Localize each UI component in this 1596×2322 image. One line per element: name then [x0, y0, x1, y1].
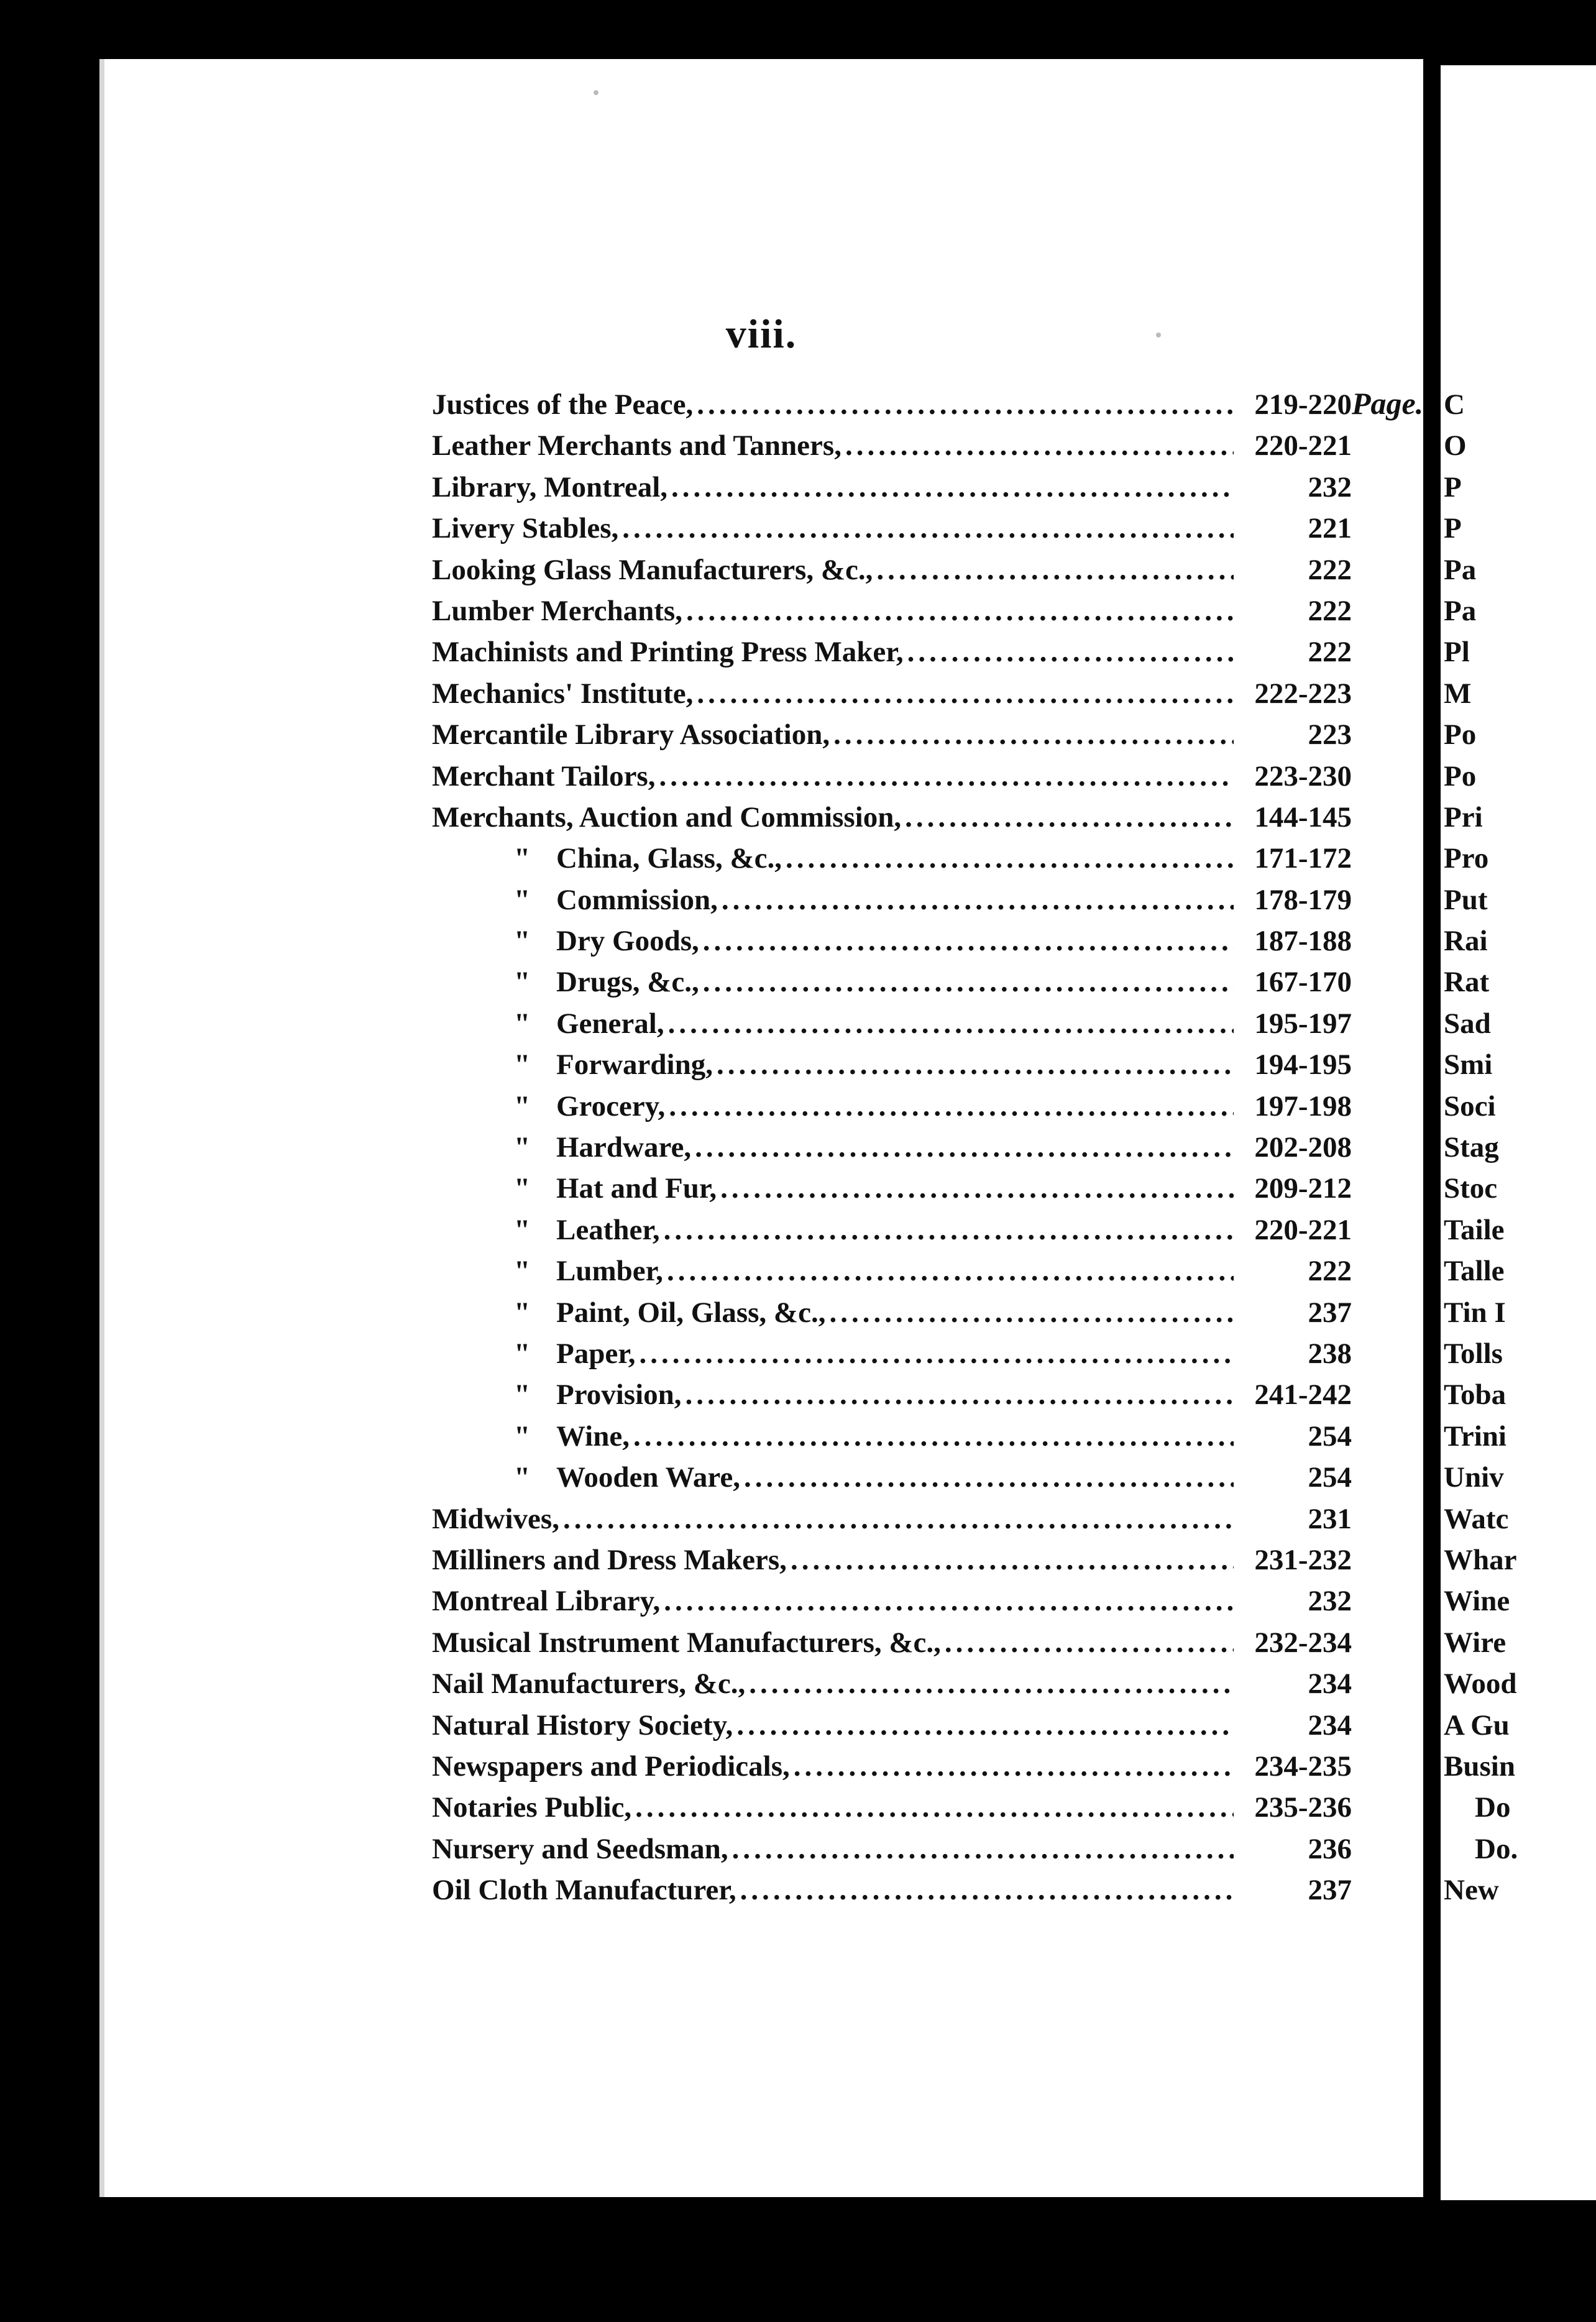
dot-leader: [630, 1416, 1234, 1457]
toc-entry-label: Hardware,: [556, 1131, 692, 1164]
dot-leader: [782, 838, 1234, 879]
paper-speck: [594, 90, 598, 95]
toc-entry-label: Leather Merchants and Tanners,: [432, 429, 842, 462]
dot-leader: [790, 1746, 1234, 1787]
toc-entry: [432, 1498, 1352, 1540]
toc-entry: [432, 961, 1352, 1003]
page-column-label: Page.: [1352, 386, 1424, 421]
toc-entry-label: Grocery,: [556, 1090, 666, 1122]
toc-entry-label: Mechanics' Institute,: [432, 677, 694, 710]
dot-leader: [682, 1374, 1234, 1415]
right-page-fragment-text: Trini: [1444, 1420, 1507, 1452]
right-page-fragment-text: Wire: [1444, 1626, 1507, 1659]
toc-entry-page: 254: [1308, 1420, 1352, 1452]
dot-leader: [740, 1457, 1234, 1498]
dot-leader: [665, 1086, 1234, 1127]
toc-entry-page: 234-235: [1254, 1750, 1352, 1783]
right-page-fragment-text: Sad: [1444, 1007, 1491, 1040]
ditto-mark: ": [513, 1090, 531, 1122]
dot-leader: [736, 1870, 1234, 1911]
toc-entry-label: Lumber,: [556, 1255, 663, 1288]
ditto-mark: ": [513, 883, 531, 916]
dot-leader: [559, 1498, 1234, 1540]
dot-leader: [718, 879, 1234, 920]
book-gutter: [1423, 59, 1441, 2197]
right-page-fragment-text: Put: [1444, 883, 1488, 916]
right-page-fragment-text: Pa: [1444, 594, 1477, 627]
ditto-mark: ": [513, 966, 531, 999]
dot-leader: [830, 714, 1234, 755]
ditto-mark: ": [513, 1172, 531, 1205]
toc-entry-page: 202-208: [1254, 1131, 1352, 1164]
toc-entry: [432, 1374, 1352, 1415]
toc-entry: [432, 1209, 1352, 1250]
right-page-fragment-text: Talle: [1444, 1255, 1505, 1288]
toc-entry: [432, 549, 1352, 590]
toc-entry: [432, 1086, 1352, 1127]
table-of-contents: [432, 384, 1352, 1911]
right-page-fragment-text: Whar: [1444, 1543, 1517, 1576]
toc-entry: [432, 879, 1352, 920]
ditto-mark: ": [513, 1337, 531, 1370]
toc-entry-label: Musical Instrument Manufacturers, &c.,: [432, 1626, 941, 1659]
toc-entry-label: Wooden Ware,: [556, 1461, 740, 1494]
toc-entry: [432, 1663, 1352, 1704]
toc-entry-label: Lumber Merchants,: [432, 594, 682, 627]
ditto-mark: ": [513, 1131, 531, 1164]
right-page-fragment: [1441, 65, 1596, 2321]
scan-bottom-margin: [0, 2200, 1596, 2322]
right-page-fragment-text: Busin: [1444, 1750, 1515, 1783]
right-page-fragment-text: Toba: [1444, 1379, 1507, 1411]
toc-entry-page: 232-234: [1254, 1626, 1352, 1659]
page-edge-shadow: [99, 59, 104, 2197]
toc-entry: [432, 1540, 1352, 1581]
dot-leader: [691, 1127, 1234, 1168]
right-page-fragment-text: Soci: [1444, 1090, 1496, 1122]
toc-entry-label: Notaries Public,: [432, 1791, 632, 1824]
ditto-mark: ": [513, 1049, 531, 1081]
toc-entry: [432, 590, 1352, 631]
dot-leader: [713, 1044, 1234, 1085]
toc-entry: [432, 1746, 1352, 1787]
dot-leader: [728, 1829, 1234, 1870]
toc-entry: [432, 673, 1352, 714]
toc-entry-page: 222: [1308, 594, 1352, 627]
ditto-mark: ": [513, 1379, 531, 1411]
dot-leader: [682, 590, 1234, 631]
toc-entry-page: 187-188: [1254, 925, 1352, 958]
dot-leader: [717, 1168, 1234, 1209]
dot-leader: [699, 920, 1234, 961]
right-page-fragment-text: Tolls: [1444, 1337, 1503, 1370]
dot-leader: [901, 797, 1234, 838]
toc-entry: [432, 756, 1352, 797]
dot-leader: [941, 1622, 1234, 1663]
paper-speck: [1156, 333, 1161, 337]
dot-leader: [904, 631, 1234, 672]
toc-entry-label: Newspapers and Periodicals,: [432, 1750, 790, 1783]
right-page-fragment-text: Do.: [1475, 1832, 1518, 1865]
toc-entry: [432, 1127, 1352, 1168]
toc-entry-page: 223-230: [1254, 759, 1352, 792]
right-page-entries: [1441, 384, 1518, 1911]
right-page-fragment-text: Pl: [1444, 636, 1470, 669]
toc-entry-page: 232: [1308, 1585, 1352, 1618]
toc-entry-label: Merchants, Auction and Commission,: [432, 801, 902, 833]
toc-entry-label: Library, Montreal,: [432, 470, 668, 503]
toc-entry-page: 231-232: [1254, 1543, 1352, 1576]
dot-leader: [693, 384, 1234, 425]
toc-entry: [432, 920, 1352, 961]
toc-entry: [432, 797, 1352, 838]
toc-entry: [432, 467, 1352, 508]
ditto-mark: ": [513, 1255, 531, 1288]
toc-entry-label: Livery Stables,: [432, 512, 619, 545]
toc-entry-label: Paper,: [556, 1337, 636, 1370]
toc-entry-page: 144-145: [1254, 801, 1352, 833]
toc-entry-label: Oil Cloth Manufacturer,: [432, 1874, 736, 1907]
toc-entry-label: Hat and Fur,: [556, 1172, 717, 1205]
dot-leader: [825, 1292, 1234, 1333]
dot-leader: [631, 1787, 1234, 1828]
toc-entry: [432, 1870, 1352, 1911]
dot-leader: [667, 467, 1234, 508]
dot-leader: [663, 1250, 1234, 1292]
ditto-mark: ": [513, 1420, 531, 1452]
toc-entry: [432, 631, 1352, 672]
ditto-mark: ": [513, 1461, 531, 1494]
toc-entry-page: 197-198: [1254, 1090, 1352, 1122]
dot-leader: [699, 961, 1234, 1003]
toc-entry-page: 223: [1308, 718, 1352, 751]
right-page-fragment-text: Tin I: [1444, 1296, 1506, 1329]
toc-entry-page: 178-179: [1254, 883, 1352, 916]
toc-entry: [432, 1003, 1352, 1044]
toc-entry-page: 234: [1308, 1709, 1352, 1742]
ditto-mark: ": [513, 1296, 531, 1329]
dot-leader: [660, 1581, 1234, 1622]
dot-leader: [618, 508, 1234, 549]
toc-entry: [432, 838, 1352, 879]
toc-entry: [432, 425, 1352, 466]
toc-entry-page: 220-221: [1254, 1213, 1352, 1246]
toc-entry-page: 232: [1308, 470, 1352, 503]
right-page-fragment-text: P: [1444, 512, 1462, 545]
toc-entry-page: 241-242: [1254, 1379, 1352, 1411]
dot-leader: [636, 1333, 1234, 1374]
toc-entry-page: 231: [1308, 1502, 1352, 1535]
toc-entry-label: Paint, Oil, Glass, &c.,: [556, 1296, 826, 1329]
right-page-fragment-text: Wine: [1444, 1585, 1510, 1618]
ditto-mark: ": [513, 1213, 531, 1246]
right-page-fragment-text: Univ: [1444, 1461, 1504, 1494]
right-page-fragment-text: P: [1444, 470, 1462, 503]
toc-entry-page: 237: [1308, 1296, 1352, 1329]
toc-entry: [432, 1250, 1352, 1292]
right-page-fragment-text: Pro: [1444, 842, 1489, 875]
toc-entry-label: Machinists and Printing Press Maker,: [432, 636, 904, 669]
right-page-fragment-text: Pa: [1444, 553, 1477, 586]
toc-entry-page: 238: [1308, 1337, 1352, 1370]
toc-entry-label: Looking Glass Manufacturers, &c.,: [432, 553, 873, 586]
toc-entry-page: 219-220: [1254, 388, 1352, 421]
toc-entry: [432, 1333, 1352, 1374]
toc-entry-page: 222: [1308, 553, 1352, 586]
toc-entry-label: Merchant Tailors,: [432, 759, 656, 792]
right-page-fragment-text: Rai: [1444, 925, 1488, 958]
right-page-fragment-text: Stag: [1444, 1131, 1499, 1164]
right-page-fragment-text: M: [1444, 677, 1472, 710]
toc-entry: [432, 508, 1352, 549]
toc-entry-page: 235-236: [1254, 1791, 1352, 1824]
toc-entry-page: 167-170: [1254, 966, 1352, 999]
toc-entry: [432, 1457, 1352, 1498]
toc-entry: [432, 1416, 1352, 1457]
toc-entry-label: Montreal Library,: [432, 1585, 661, 1618]
right-page-fragment-text: Po: [1444, 759, 1477, 792]
toc-entry-page: 222: [1308, 636, 1352, 669]
toc-entry-label: China, Glass, &c.,: [556, 842, 782, 875]
right-page-fragment-text: Watc: [1444, 1502, 1509, 1535]
toc-entry-label: General,: [556, 1007, 664, 1040]
toc-entry-page: 221: [1308, 512, 1352, 545]
dot-leader: [873, 549, 1234, 590]
right-page-fragment-text: Smi: [1444, 1049, 1493, 1081]
toc-entry-label: Midwives,: [432, 1502, 559, 1535]
right-page-fragment-text: A Gu: [1444, 1709, 1510, 1742]
toc-entry: [432, 1581, 1352, 1622]
toc-entry: [432, 1044, 1352, 1085]
toc-entry-page: 209-212: [1254, 1172, 1352, 1205]
ditto-mark: ": [513, 842, 531, 875]
toc-entry-page: 237: [1308, 1874, 1352, 1907]
toc-entry-label: Natural History Society,: [432, 1709, 733, 1742]
ditto-mark: ": [513, 1007, 531, 1040]
toc-entry-label: Justices of the Peace,: [432, 388, 694, 421]
toc-entry-label: Wine,: [556, 1420, 630, 1452]
right-page-fragment-text: Rat: [1444, 966, 1490, 999]
toc-entry-page: 254: [1308, 1461, 1352, 1494]
toc-entry: [432, 714, 1352, 755]
right-page-fragment-text: C: [1444, 388, 1465, 421]
dot-leader: [660, 1209, 1234, 1250]
ditto-mark: ": [513, 925, 531, 958]
dot-leader: [842, 425, 1234, 466]
toc-entry-label: Mercantile Library Association,: [432, 718, 830, 751]
right-page-fragment-text: New: [1444, 1874, 1499, 1907]
page-number: viii.: [725, 311, 797, 357]
dot-leader: [655, 756, 1234, 797]
toc-entry: [432, 1787, 1352, 1828]
toc-entry-label: Provision,: [556, 1379, 682, 1411]
toc-entry-page: 236: [1308, 1832, 1352, 1865]
right-page-fragment-text: Stoc: [1444, 1172, 1498, 1205]
right-page-fragment-text: Wood: [1444, 1668, 1517, 1700]
dot-leader: [745, 1663, 1234, 1704]
dot-leader: [787, 1540, 1234, 1581]
toc-entry-label: Leather,: [556, 1213, 660, 1246]
right-page-fragment-text: Do: [1475, 1791, 1511, 1824]
toc-entry: [432, 1705, 1352, 1746]
toc-entry-label: Drugs, &c.,: [556, 966, 699, 999]
toc-entry: [432, 1622, 1352, 1663]
right-page-fragment-text: Po: [1444, 718, 1477, 751]
toc-entry-page: 171-172: [1254, 842, 1352, 875]
right-page-fragment-text: Pri: [1444, 801, 1483, 833]
toc-entry: [432, 1168, 1352, 1209]
toc-entry-page: 195-197: [1254, 1007, 1352, 1040]
toc-entry-label: Milliners and Dress Makers,: [432, 1543, 787, 1576]
toc-entry: [432, 1829, 1352, 1870]
dot-leader: [733, 1705, 1234, 1746]
dot-leader: [693, 673, 1234, 714]
toc-entry-label: Nursery and Seedsman,: [432, 1832, 728, 1865]
toc-entry-label: Forwarding,: [556, 1049, 713, 1081]
toc-entry-page: 234: [1308, 1668, 1352, 1700]
toc-entry-page: 222-223: [1254, 677, 1352, 710]
toc-entry-label: Nail Manufacturers, &c.,: [432, 1668, 746, 1700]
toc-entry-page: 194-195: [1254, 1049, 1352, 1081]
dot-leader: [664, 1003, 1234, 1044]
toc-entry: [432, 1292, 1352, 1333]
toc-entry-label: Commission,: [556, 883, 718, 916]
right-page-fragment-text: Taile: [1444, 1213, 1505, 1246]
toc-entry-page: 220-221: [1254, 429, 1352, 462]
toc-entry: [432, 384, 1352, 425]
right-page-fragment-text: O: [1444, 429, 1467, 462]
toc-entry-page: 222: [1308, 1255, 1352, 1288]
toc-entry-label: Dry Goods,: [556, 925, 699, 958]
